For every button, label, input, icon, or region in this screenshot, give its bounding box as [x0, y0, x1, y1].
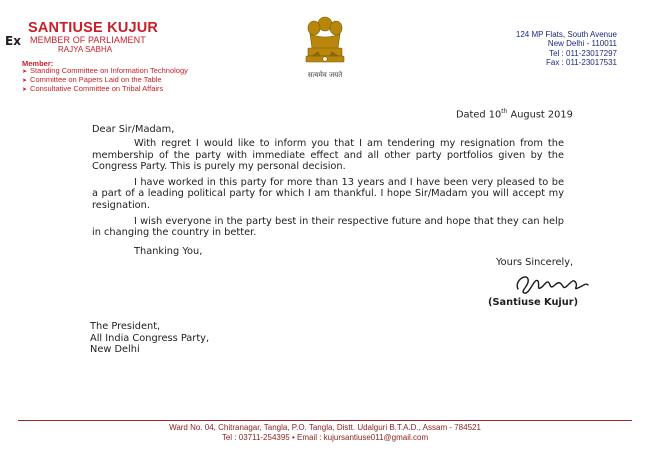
paragraph: I have worked in this party for more than 13 years and I have been very pleased to be a part of a leading political party for which I am thankful. I hope Sir/Madam you will accept my resignation. [92, 176, 564, 211]
committee-list [22, 67, 188, 95]
letter-body [92, 138, 564, 243]
sender-designation: MEMBER OF PARLIAMENT [30, 35, 146, 45]
recipient-line: New Delhi [90, 344, 140, 356]
committee-item: ➤ Consultative Committee on Tribal Affairs [22, 85, 188, 94]
committee-item: ➤ Committee on Papers Laid on the Table [22, 76, 188, 85]
salutation: Dear Sir/Madam, [92, 124, 175, 135]
signatory-name: (Santiuse Kujur) [488, 297, 579, 308]
footer-divider [18, 420, 632, 421]
recipient-block [90, 321, 209, 356]
thanks-line: Thanking You, [134, 246, 203, 257]
paragraph: I wish everyone in the party best in their respective future and hope that they can help in changing the country in better. [92, 215, 564, 239]
emblem-caption: सत्यमेव जयते [307, 71, 343, 79]
handwritten-signature [512, 269, 590, 297]
member-label: Member: [22, 59, 54, 68]
address-line: 124 MP Flats, South Avenue [515, 30, 617, 39]
address-tel: Tel : 011-23017297 [549, 48, 617, 58]
address-fax: Fax : 011-23017531 [545, 58, 617, 68]
national-emblem-icon [298, 14, 352, 70]
recipient-line: The President, [90, 321, 161, 332]
address-block [516, 30, 617, 68]
sender-name: SANTIUSE KUJUR [28, 20, 159, 36]
committee-item: ➤ Standing Committee on Information Technology [22, 67, 188, 76]
letter-date: Dated 10th August 2019 [456, 108, 573, 121]
sender-house: RAJYA SABHA [58, 45, 113, 54]
footer-contact: Tel : 03711-254395 • Email : kujursantiuse011@gmail.com [221, 433, 429, 442]
closing: Yours Sincerely, [496, 257, 574, 268]
address-line: New Delhi - 110011 [547, 39, 617, 49]
ex-prefix: Ex [5, 34, 21, 48]
recipient-line: All India Congress Party, [90, 332, 210, 344]
footer-address: Ward No. 04, Chitranagar, Tangla, P.O. Tangla, Distt. Udalguri B.T.A.D., Assam - 784521 [169, 423, 481, 432]
paragraph: With regret I would like to inform you that I am tendering my resignation from the membership of the party with immediate effect and all other party portfolios given by the Congress Party. This is purely my personal decision. [92, 138, 564, 173]
